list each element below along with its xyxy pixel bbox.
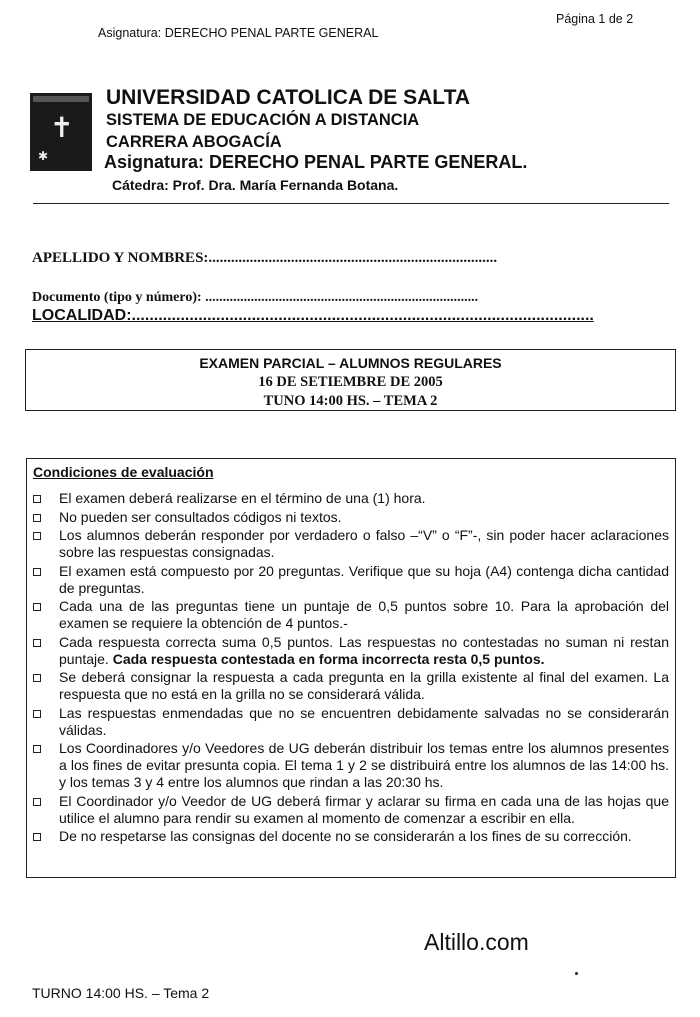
- condition-item: El examen está compuesto por 20 preguntas. Verifique que su hoja (A4) contenga dicha cantidad de preguntas.: [31, 563, 669, 597]
- locality-field: LOCALIDAD:........................................................................................................: [32, 307, 594, 324]
- chair-professor: Cátedra: Prof. Dra. María Fernanda Botana.: [112, 177, 399, 193]
- stray-dot: [575, 972, 578, 975]
- condition-item: Los Coordinadores y/o Veedores de UG deberán distribuir los temas entre los alumnos presentes a los fines de evitar presunta copia. El tema 1 y 2 se distribuirá entre los alumnos de las 14:00 hs. y los temas 3 y 4 entre los alumnos que rindan a las 20:30 hs.: [31, 740, 669, 791]
- education-system: SISTEMA DE EDUCACIÓN A DISTANCIA: [106, 111, 420, 129]
- checkbox-bullet-icon: [33, 674, 41, 682]
- condition-item: Cada respuesta correcta suma 0,5 puntos. Las respuestas no contestadas no suman ni restan puntaje. Cada respuesta contestada en forma incorrecta resta 0,5 puntos.: [31, 634, 669, 668]
- header-divider: [33, 203, 669, 204]
- conditions-box: [26, 458, 676, 878]
- page-number: Página 1 de 2: [556, 12, 634, 26]
- checkbox-bullet-icon: [33, 798, 41, 806]
- condition-item: No pueden ser consultados códigos ni textos.: [31, 509, 669, 526]
- checkbox-bullet-icon: [33, 603, 41, 611]
- subject-title: Asignatura: DERECHO PENAL PARTE GENERAL.: [104, 152, 528, 172]
- condition-item: Cada una de las preguntas tiene un puntaje de 0,5 puntos sobre 10. Para la aprobación del examen se requiere la obtención de 4 puntos.-: [31, 598, 669, 632]
- career-name: CARRERA ABOGACÍA: [106, 133, 282, 151]
- document-field: Documento (tipo y número): ..............................................................................: [32, 290, 479, 305]
- footer-turn: TURNO 14:00 HS. – Tema 2: [32, 985, 210, 1001]
- checkbox-bullet-icon: [33, 710, 41, 718]
- exam-title: EXAMEN PARCIAL – ALUMNOS REGULARES: [199, 355, 502, 371]
- condition-item: De no respetarse las consignas del docente no se considerarán a los fines de su corrección.: [31, 828, 669, 845]
- condition-item: El examen deberá realizarse en el término de una (1) hora.: [31, 490, 669, 507]
- condition-item: Se deberá consignar la respuesta a cada pregunta en la grilla existente al final del examen. La respuesta que no está en la grilla no se considerará válida.: [31, 669, 669, 703]
- checkbox-bullet-icon: [33, 745, 41, 753]
- university-logo: ✝ ✱: [30, 93, 92, 171]
- checkbox-bullet-icon: [33, 639, 41, 647]
- condition-item: El Coordinador y/o Veedor de UG deberá firmar y aclarar su firma en cada una de las hojas que utilice el alumno para rendir su examen al momento de comenzar a escribir en ella.: [31, 793, 669, 827]
- exam-turn: TUNO 14:00 HS. – TEMA 2: [263, 393, 438, 409]
- checkbox-bullet-icon: [33, 514, 41, 522]
- exam-date: 16 DE SETIEMBRE DE 2005: [258, 374, 443, 390]
- checkbox-bullet-icon: [33, 568, 41, 576]
- condition-item: Los alumnos deberán responder por verdadero o falso –“V” o “F”-, sin poder hacer aclaraciones sobre las respuestas consignadas.: [31, 527, 669, 561]
- checkbox-bullet-icon: [33, 495, 41, 503]
- university-name: UNIVERSIDAD CATOLICA DE SALTA: [106, 86, 471, 109]
- site-watermark: Altillo.com: [424, 929, 529, 955]
- conditions-title: Condiciones de evaluación: [33, 464, 214, 480]
- condition-item: Las respuestas enmendadas que no se encuentren debidamente salvadas no se considerarán válidas.: [31, 705, 669, 739]
- checkbox-bullet-icon: [33, 833, 41, 841]
- conditions-list: [31, 490, 669, 847]
- surname-field: APELLIDO Y NOMBRES:.............................................................................: [32, 250, 498, 266]
- exam-info-box: [25, 349, 676, 411]
- checkbox-bullet-icon: [33, 532, 41, 540]
- header-subject: Asignatura: DERECHO PENAL PARTE GENERAL: [98, 26, 379, 40]
